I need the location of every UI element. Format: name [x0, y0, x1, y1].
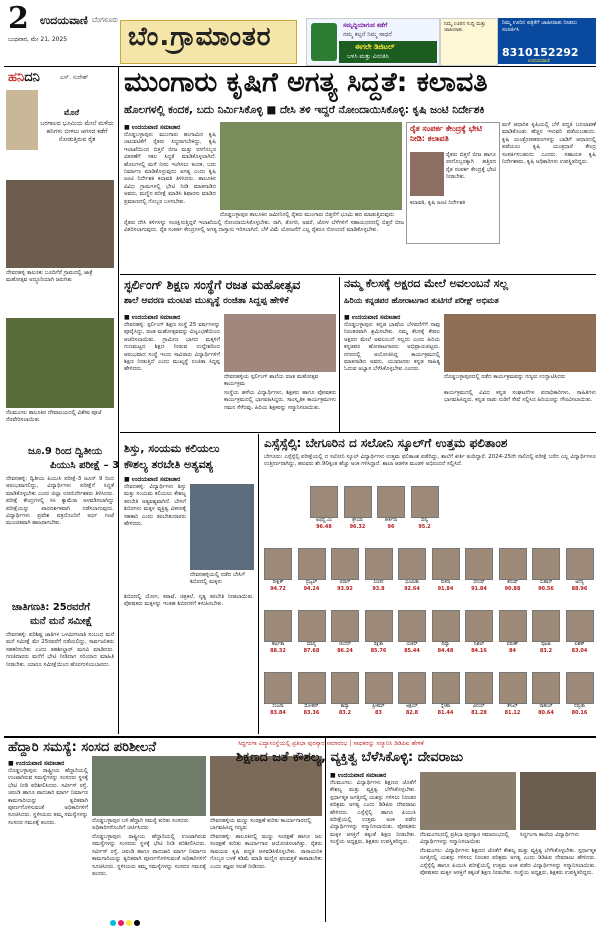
student-name: ಸಿಂಚನ	[373, 580, 384, 585]
temple-photo-caption: ನೆಲಮಂಗಲ ತಾಲೂಕಿನ ದೇವಾಲಯದಲ್ಲಿ ವಿಶೇಷ ಪೂಜೆ ನೆರವೇರಿಸಲಾಯಿತು	[6, 410, 102, 423]
student-percentage: 96.32	[349, 524, 366, 530]
student-card	[463, 610, 495, 654]
sslc-headline: ಎಸ್ಸೆಸ್ಸೆಲ್ಸಿ: ಬೇಗೂರಿನ ದ ಸಲೋನಿ ಸ್ಕೂಲ್‌ಗೆ ಉತ್ತಮ ಫಲಿತಾಂಶ	[264, 436, 508, 450]
student-percentage: 83.04	[571, 648, 588, 654]
student-percentage: 86.24	[337, 648, 353, 654]
student-name: ವರುಣ್	[506, 642, 519, 647]
ad-text: ನಿಮ್ಮ ಊರಿನ ಪತ್ರಿಕೆಗೆ ಜಾಹೀರಾತು ನೀಡಲು ಸಂಪರ್ಕಿಸಿ	[502, 20, 577, 33]
student-photo	[566, 548, 594, 580]
student-name: ದಿವ್ಯಾ	[441, 642, 450, 647]
student-photo	[465, 672, 493, 704]
ad-line: ಬಳಸಿ ಮತ್ತು ವಿನಂತಿಸಿ	[347, 53, 389, 60]
student-name: ಚಂದನ್	[339, 642, 351, 647]
camp-photo	[190, 484, 254, 570]
student-card	[396, 672, 428, 716]
main-byline: ■ ಉದಯವಾಣಿ ಸಮಾಚಾರ	[124, 124, 181, 131]
student-photo	[365, 548, 393, 580]
student-percentage: 91.84	[437, 586, 454, 592]
student-name: ದೀಕ್ಷಿತ್	[272, 580, 284, 585]
student-percentage: 95.2	[418, 524, 431, 530]
student-percentage: 94.72	[270, 586, 286, 592]
student-photo	[499, 548, 527, 580]
student-card	[396, 610, 428, 654]
student-name: ವಿನಯ್	[473, 704, 485, 709]
student-card	[262, 548, 294, 592]
student-percentage: 84.16	[471, 648, 487, 654]
discipline-story-body: ದೇವನಹಳ್ಳಿ: ವಿದ್ಯಾರ್ಥಿಗಳು ಶಿಸ್ತು ಮತ್ತು ಸಂಯಮ ಕಲಿಯಲು ಕೌಶಲ್ಯ ತರಬೇತಿ ಅತ್ಯವಶ್ಯವಾಗಿದೆ. ಬೇಸಿಗೆ ಶಿಬಿರಗಳು ಮಕ್ಕಳ ವ್ಯಕ್ತಿತ್ವ ವಿಕಸನಕ್ಕೆ ಸಹಕಾರಿ ಎಂದು ತರಬೇತುದಾರರು ಹೇಳಿದರು.	[124, 484, 186, 528]
student-photo	[365, 672, 393, 704]
student-card	[497, 548, 529, 592]
page-number: 2	[8, 1, 29, 36]
student-name: ಸಂಜನಾ	[272, 704, 284, 709]
student-photo	[298, 672, 326, 704]
student-percentage: 81.44	[437, 710, 454, 716]
student-photo	[532, 610, 560, 642]
student-percentage: 93.92	[337, 586, 353, 592]
student-photo	[298, 610, 326, 642]
festival-photo	[6, 180, 114, 268]
registration-mark	[126, 920, 132, 926]
student-card	[308, 486, 340, 530]
student-card	[396, 548, 428, 592]
student-card	[564, 610, 596, 654]
student-card	[363, 672, 395, 716]
student-card	[296, 548, 328, 592]
column-author: ಎಸ್. ಸುರೇಶ್	[60, 74, 89, 81]
student-photo	[398, 548, 426, 580]
farmer-illustration	[6, 90, 38, 150]
stage-event-caption: ದೊಡ್ಡಬಳ್ಳಾಪುರದಲ್ಲಿ ನಡೆದ ಕಾರ್ಯಕ್ರಮವನ್ನು ಗಣ್ಯರು ಉದ್ಘಾಟಿಸಿದರು	[444, 374, 566, 380]
student-name: ಧನುಷ್	[473, 580, 485, 585]
student-card	[430, 610, 462, 654]
kannada-story-body: ದೊಡ್ಡಬಳ್ಳಾಪುರ: ಕನ್ನಡ ಭಾಷೆಯ ಬೆಳವಣಿಗೆಗೆ ನಾವು ನಿರಂತರವಾಗಿ ಶ್ರಮಿಸಬೇಕು. ನಮ್ಮ ಕೆಲಸಕ್ಕೆ ಕೇವಲ ಅಕ್ಷರದ ಮೇಲೆ ಅವಲಂಬನೆ ಸಲ್ಲದು ಎಂದು ಹಿರಿಯ ಕನ್ನಡಪರ ಹೋರಾಟಗಾರರು ಅಭಿಪ್ರಾಯಪಟ್ಟರು. ನಗರದಲ್ಲಿ ಆಯೋಜಿಸಿದ್ದ ಕಾರ್ಯಕ್ರಮದಲ್ಲಿ ಮಾತನಾಡಿದ ಅವರು, ಯುವಜನರು ಕನ್ನಡ ಸಾಹಿತ್ಯ ಓದುವ ಅಭ್ಯಾಸ ಬೆಳೆಸಿಕೊಳ್ಳಬೇಕು ಎಂದರು.	[344, 322, 440, 373]
student-name: ಅನನ್ಯ	[575, 580, 584, 585]
student-name: ಕೀರ್ತನಾ	[384, 518, 398, 523]
student-photo	[331, 610, 359, 642]
student-name: ರಕ್ಷಿತಾ	[373, 642, 384, 647]
puc-headline: ಜೂ.9 ರಿಂದ ದ್ವಿತೀಯ	[28, 446, 103, 457]
student-name: ಅಭಿಷ್ಣ.ಎಂ	[316, 518, 332, 523]
student-photo	[344, 486, 372, 518]
issue-date: ಬುಧವಾರ, ಮೇ 21, 2025	[8, 36, 68, 43]
student-percentage: 91.84	[471, 586, 487, 592]
student-photo	[310, 486, 338, 518]
silver-jubilee-headline: ಸ್ಫರ್ಲಿಂಗ್ ಶಿಕ್ಷಣ ಸಂಸ್ಥೆಗೆ ರಜತ ಮಹೋತ್ಸವ	[124, 277, 301, 292]
student-card	[463, 548, 495, 592]
workshop-photo-caption: ದೇವನಹಳ್ಳಿಯ ಮಣ್ಣು ಸಂರಕ್ಷಣೆ ಕುರಿತು ಕಾರ್ಯಾಗಾರದಲ್ಲಿ ಭಾಗವಹಿಸಿದ್ದ ಗಣ್ಯರು	[210, 818, 312, 831]
advertisement-contact	[498, 18, 596, 64]
student-photo	[365, 610, 393, 642]
student-percentage: 90.56	[538, 586, 554, 592]
sslc-story-body: ಬೇಗೂರು: ಎಸ್ಸೆಸ್ಸೆಲ್ಸಿ ಪರೀಕ್ಷೆಯಲ್ಲಿ ದ ಸಲೋನಿ ಸ್ಕೂಲ್ ವಿದ್ಯಾರ್ಥಿಗಳು ಉತ್ತಮ ಫಲಿತಾಂಶ ಪಡೆದಿದ್ದು, ಶಾಲೆಗೆ ಕೀರ್ತಿ ತಂದಿದ್ದಾರೆ. 2024-25ನೇ ಸಾಲಿನಲ್ಲಿ ಪರೀಕ್ಷೆ ಬರೆದ ಎಲ್ಲ ವಿದ್ಯಾರ್ಥಿಗಳೂ ಉತ್ತೀರ್ಣರಾಗಿದ್ದು, ಹಲವರು ಶೇ.90ಕ್ಕಿಂತ ಹೆಚ್ಚು ಅಂಕ ಗಳಿಸಿದ್ದಾರೆ. ಶಾಲಾ ಆಡಳಿತ ಮಂಡಳಿ ಅಭಿನಂದನೆ ಸಲ್ಲಿಸಿದೆ.	[264, 454, 596, 468]
discipline-headline-2: ಕೌಶಲ್ಯ ತರಬೇತಿ ಅತ್ಯವಶ್ಯ	[124, 458, 214, 471]
advertisement-small	[440, 18, 498, 66]
student-percentage: 84	[509, 648, 516, 654]
workshop-story-body: ದೇವನಹಳ್ಳಿ: ತಾಲೂಕಿನಲ್ಲಿ ಮಣ್ಣು ಸಂರಕ್ಷಣೆ ಹಾಗೂ ಜಲ ಸಂರಕ್ಷಣೆ ಕುರಿತು ಕಾರ್ಯಾಗಾರ ಆಯೋಜಿಸಲಾಗಿತ್ತು. ರೈತರು ಸಾವಯವ ಕೃಷಿ ಪದ್ಧತಿ ಅಳವಡಿಸಿಕೊಳ್ಳಬೇಕು. ರಾಸಾಯನಿಕ ಗೊಬ್ಬರ ಬಳಕೆ ಕಡಿಮೆ ಮಾಡಿ ಮಣ್ಣಿನ ಫಲವತ್ತತೆ ಕಾಪಾಡಬೇಕು ಎಂದು ತಜ್ಞರು ಸಲಹೆ ನೀಡಿದರು.	[210, 834, 322, 870]
student-photo	[532, 548, 560, 580]
award-topline: ಸಿದ್ಧಗಂಗಾ ವಿದ್ಯಾಸಂಸ್ಥೆಯಲ್ಲಿ ಪ್ರತಿಭಾ ಪುರಸ್ಕಾರ ಸಮಾರಂಭ | ಸಾಧಕರನ್ನು ಸನ್ಮಾನಿಸಿ ಡಿಡಿಪಿಐ ಹೇಳಿಕೆ	[238, 740, 424, 747]
student-name: ಲಿಖಿತ್	[574, 642, 585, 647]
student-name: ತನುಷ್	[507, 580, 518, 585]
student-card	[363, 610, 395, 654]
main-subheadline: ಹೊಲಗಳಲ್ಲಿ ಕಂದಕ, ಬದು ನಿರ್ಮಿಸಿಕೊಳ್ಳಿ ■ ದೇಸಿ ತಳಿ ಇದ್ದರೆ ನೋಂದಾಯಿಸಿಕೊಳ್ಳಿ: ಕೃಷಿ ಜಂಟಿ ನಿರ್ದೇಶಕಿ	[124, 104, 485, 116]
student-photo	[398, 610, 426, 642]
student-card	[530, 548, 562, 592]
student-name: ಅಕ್ಷಯ್	[406, 704, 418, 709]
student-name: ರಚನಾ	[440, 580, 451, 585]
section-rule	[120, 432, 596, 433]
student-card	[430, 548, 462, 592]
caste-census-headline: ಜಾತಿಗಣತಿ: 25ರವರೆಗೆ	[12, 602, 90, 613]
farm-field-photo	[220, 122, 402, 210]
silver-story-body: ದೇವನಹಳ್ಳಿ: ಸ್ಫರ್ಲಿಂಗ್ ಶಿಕ್ಷಣ ಸಂಸ್ಥೆ 25 ವರ್ಷಗಳನ್ನು ಪೂರೈಸಿದ್ದು, ರಜತ ಮಹೋತ್ಸವವನ್ನು ವಿಜೃಂಭಣೆಯಿಂದ ಆಚರಿಸಲಾಯಿತು. ಗ್ರಾಮೀಣ ಭಾಗದ ಮಕ್ಕಳಿಗೆ ಗುಣಮಟ್ಟದ ಶಿಕ್ಷಣ ನೀಡುವ ಉದ್ದೇಶದಿಂದ ಆರಂಭವಾದ ಸಂಸ್ಥೆ ಇಂದು ಸಾವಿರಾರು ವಿದ್ಯಾರ್ಥಿಗಳಿಗೆ ಶಿಕ್ಷಣ ನೀಡುತ್ತಿದೆ ಎಂದು ಮುಖ್ಯಸ್ಥೆ ರಂಜಿತಾ ಸಿದ್ದಪ್ಪ ಹೇಳಿದರು.	[124, 322, 220, 373]
award-photo-caption: ನೆಲಮಂಗಲದಲ್ಲಿ ಪ್ರತಿಭಾ ಪುರಸ್ಕಾರ ಸಮಾರಂಭದಲ್ಲಿ ವಿದ್ಯಾರ್ಥಿಗಳನ್ನು ಸನ್ಮಾನಿಸಲಾಯಿತು	[420, 832, 509, 845]
registration-mark	[134, 920, 140, 926]
student-card	[409, 486, 441, 530]
student-percentage: 85.76	[370, 648, 387, 654]
student-card	[296, 672, 328, 716]
paper-name: ಉದಯವಾಣಿ	[40, 14, 88, 27]
student-name: ಕಾವ್ಯಾ	[340, 704, 350, 709]
camp-photo-caption: ದೇವನಹಳ್ಳಿಯಲ್ಲಿ ನಡೆದ ಬೇಸಿಗೆ ಶಿಬಿರದಲ್ಲಿ ಮಕ್ಕಳು	[190, 572, 245, 585]
ad-line: ನಮ್ಮ ಕಲ್ಪನೆ ನಿಮ್ಮ ಸಾಧನೆ	[343, 31, 392, 38]
student-photo	[432, 672, 460, 704]
highway-story-body: ದೊಡ್ಡಬಳ್ಳಾಪುರ: ರಾಷ್ಟ್ರೀಯ ಹೆದ್ದಾರಿಯಲ್ಲಿ ಉಂಟಾಗಿರುವ ಸಮಸ್ಯೆಗಳನ್ನು ಸಂಸದರು ಸ್ಥಳಕ್ಕೆ ಭೇಟಿ ನೀಡಿ ಪರಿಶೀಲಿಸಿದರು. ಸರ್ವೀಸ್ ರಸ್ತೆ, ಚರಂಡಿ ಹಾಗೂ ಪಾದಚಾರಿ ಮಾರ್ಗ ನಿರ್ಮಾಣ ಕಾಮಗಾರಿಯನ್ನು ತ್ವರಿತವಾಗಿ ಪೂರ್ಣಗೊಳಿಸುವಂತೆ ಅಧಿಕಾರಿಗಳಿಗೆ ಸೂಚಿಸಿದರು. ಸ್ಥಳೀಯರು ತಮ್ಮ ಸಮಸ್ಯೆಗಳನ್ನು ಸಂಸದರ ಗಮನಕ್ಕೆ ತಂದರು.	[8, 768, 88, 826]
student-photo	[465, 610, 493, 642]
student-photo	[499, 610, 527, 642]
award-ceremony-photo	[420, 772, 516, 830]
student-card	[262, 672, 294, 716]
student-percentage: 83.84	[270, 710, 286, 716]
main-headline: ಮುಂಗಾರು ಕೃಷಿಗೆ ಅಗತ್ಯ ಸಿದ್ದತೆ: ಕಲಾವತಿ	[124, 67, 488, 98]
award-byline: ■ ಉದಯವಾಣಿ ಸಮಾಚಾರ	[330, 772, 387, 779]
temple-photo	[6, 318, 114, 408]
main-story-col2: ರೈತರು ದೇಸಿ ತಳಿಗಳನ್ನು ಸಂರಕ್ಷಿಸುತ್ತಿದ್ದರೆ ಇಲಾಖೆಯಲ್ಲಿ ನೋಂದಾಯಿಸಿಕೊಳ್ಳಬೇಕು. ರಾಗಿ, ತೊಗರಿ, ಅವರೆ, ಜೋಳ ಬೆಳೆಗಳಿಗೆ ಸಹಾಯಧನದಲ್ಲಿ ಬಿತ್ತನೆ ಬೀಜ ವಿತರಿಸಲಾಗುವುದು. ರೈತ ಸಂಪರ್ಕ ಕೇಂದ್ರಗಳಲ್ಲಿ ಅಗತ್ಯ ದಾಸ್ತಾನು ಇರಿಸಲಾಗಿದೆ. ಬೆಳೆ ವಿಮೆ ಯೋಜನೆಗೆ ಎಲ್ಲ ರೈತರೂ ನೋಂದಣಿ ಮಾಡಿಕೊಳ್ಳಬೇಕು.	[124, 220, 404, 234]
student-card	[296, 610, 328, 654]
ad-line: ಈಗಲೇ ಡಿಜಿಟಲ್	[355, 43, 395, 51]
student-photo	[298, 548, 326, 580]
student-name: ನಿಖಿಲ್	[473, 642, 485, 647]
ad-text: ನಿಮ್ಮ ಊರಿನ ಸುದ್ದಿ ಮತ್ತು ಜಾಹೀರಾತು	[444, 21, 486, 33]
logo-part: ಹನಿ	[8, 70, 25, 85]
column-rule	[118, 66, 119, 734]
student-name: ತೇಜಸ್	[507, 704, 518, 709]
student-card	[329, 672, 361, 716]
discipline-headline: ಶಿಸ್ತು, ಸಂಯಮ ಕಲಿಯಲು	[124, 442, 220, 455]
student-card	[463, 672, 495, 716]
student-percentage: 84.48	[437, 648, 454, 654]
caste-census-body: ದೇವನಹಳ್ಳಿ: ಪರಿಶಿಷ್ಟ ಜಾತಿಗಳ ಒಳಮೀಸಲಾತಿ ಸಂಬಂಧ ಮನೆ ಮನೆ ಸಮೀಕ್ಷೆ ಮೇ 25ರವರೆಗೆ ನಡೆಯಲಿದ್ದು, ಸಾರ್ವಜನಿಕರು ಸಹಕರಿಸಬೇಕು ಎಂದು ತಹಶೀಲ್ದಾರ್ ಮನವಿ ಮಾಡಿದರು. ಗಣತಿದಾರರು ಮನೆಗೆ ಭೇಟಿ ನೀಡಿದಾಗ ಸರಿಯಾದ ಮಾಹಿತಿ ನೀಡಬೇಕು. ಯಾರೂ ಸಮೀಕ್ಷೆಯಿಂದ ಹೊರಗುಳಿಯಬಾರದು.	[6, 632, 114, 668]
student-percentage: 92.64	[404, 586, 420, 592]
student-photo	[411, 486, 439, 518]
student-percentage: 88.32	[270, 648, 286, 654]
discipline-byline: ■ ಉದಯವಾಣಿ ಸಮಾಚಾರ	[124, 476, 181, 483]
student-photo	[331, 548, 359, 580]
caste-census-headline-2: ಮನೆ ಮನೆ ಸಮೀಕ್ಷೆ	[30, 616, 93, 627]
poem-body: ಬರಗಾಲದ ಭೂಮಿಯ ಮೇಲೆ ಮಳೆಯ ಹನಿಗಳು ಬೀಳಲು ಆಗಸದ ಕಡೆಗೆ ನೋಡುತ್ತಿರುವ ರೈತ	[40, 120, 114, 143]
highway-story-body-2: ದೊಡ್ಡಬಳ್ಳಾಪುರ: ರಾಷ್ಟ್ರೀಯ ಹೆದ್ದಾರಿಯಲ್ಲಿ ಉಂಟಾಗಿರುವ ಸಮಸ್ಯೆಗಳನ್ನು ಸಂಸದರು ಸ್ಥಳಕ್ಕೆ ಭೇಟಿ ನೀಡಿ ಪರಿಶೀಲಿಸಿದರು. ಸರ್ವೀಸ್ ರಸ್ತೆ, ಚರಂಡಿ ಹಾಗೂ ಪಾದಚಾರಿ ಮಾರ್ಗ ನಿರ್ಮಾಣ ಕಾಮಗಾರಿಯನ್ನು ತ್ವರಿತವಾಗಿ ಪೂರ್ಣಗೊಳಿಸುವಂತೆ ಅಧಿಕಾರಿಗಳಿಗೆ ಸೂಚಿಸಿದರು. ಸ್ಥಳೀಯರು ತಮ್ಮ ಸಮಸ್ಯೆಗಳನ್ನು ಸಂಸದರ ಗಮನಕ್ಕೆ ತಂದರು.	[92, 834, 206, 878]
student-card	[530, 610, 562, 654]
student-photo	[398, 672, 426, 704]
students-photo-caption: ಸಿದ್ಧಗಂಗಾ ಶಾಲೆಯ ವಿದ್ಯಾರ್ಥಿಗಳು	[520, 832, 580, 838]
student-photo	[465, 548, 493, 580]
main-story-col1: ದೊಡ್ಡಬಳ್ಳಾಪುರ: ಮುಂಗಾರು ಹಂಗಾಮಿನ ಕೃಷಿ ಚಟುವಟಿಕೆಗೆ ರೈತರು ಸಿದ್ಧರಾಗಬೇಕಿದ್ದು, ಕೃಷಿ ಇಲಾಖೆಯಿಂದ ಬಿತ್ತನೆ ಬೀಜ ಮತ್ತು ರಸಗೊಬ್ಬರ ವಿತರಣೆಗೆ ಸಕಲ ಸಿದ್ಧತೆ ಮಾಡಿಕೊಳ್ಳಲಾಗಿದೆ. ಹೊಲಗಳಲ್ಲಿ ಮಳೆ ನೀರು ಇಂಗಿಸಲು ಕಂದಕ, ಬದು ನಿರ್ಮಾಣ ಮಾಡಿಕೊಳ್ಳುವುದು ಅಗತ್ಯ ಎಂದು ಕೃಷಿ ಜಂಟಿ ನಿರ್ದೇಶಕಿ ಕಲಾವತಿ ತಿಳಿಸಿದರು. ತಾಲೂಕಿನ ವಿವಿಧ ಗ್ರಾಮಗಳಲ್ಲಿ ಭೇಟಿ ನೀಡಿ ಮಾತನಾಡಿದ ಅವರು, ಮಣ್ಣಿನ ಪರೀಕ್ಷೆ ಮಾಡಿಸಿ ಶಿಫಾರಸು ಮಾಡಿದ ಪ್ರಮಾಣದಲ್ಲಿ ಗೊಬ್ಬರ ಬಳಸಬೇಕು.	[124, 132, 216, 205]
student-name: ಭೂಮಿಕಾ	[405, 580, 419, 585]
school-event-caption: ದೇವನಹಳ್ಳಿಯ ಸ್ಫರ್ಲಿಂಗ್ ಶಾಲೆಯ ರಜತ ಮಹೋತ್ಸವ ಕಾರ್ಯಕ್ರಮ	[224, 374, 319, 387]
student-photo	[566, 610, 594, 642]
honi-dani-logo	[8, 70, 40, 85]
phone-illustration	[311, 23, 337, 61]
festival-photo-caption: ದೇವನಹಳ್ಳಿ ತಾಲೂಕು ಬೂದಿಗೆರೆ ಗ್ರಾಮದಲ್ಲಿ ಜಾತ್ರೆ ಮಹೋತ್ಸವ ಅದ್ಧೂರಿಯಾಗಿ ಜರುಗಿತು	[6, 270, 93, 283]
student-photo	[566, 672, 594, 704]
student-photo	[377, 486, 405, 518]
kalavathi-box-body: ರೈತರು ಬಿತ್ತನೆ ಬೀಜ ಹಾಗೂ ರಸಗೊಬ್ಬರಕ್ಕಾಗಿ ಹತ್ತಿರದ ರೈತ ಸಂಪರ್ಕ ಕೇಂದ್ರಕ್ಕೆ ಭೇಟಿ ನೀಡಬೇಕು.	[446, 152, 496, 181]
registration-mark	[118, 920, 124, 926]
ad-phone: 8310152292	[502, 46, 579, 59]
award-story-body-2: ನೆಲಮಂಗಲ: ವಿದ್ಯಾರ್ಥಿಗಳು ಶಿಕ್ಷಣದ ಜೊತೆಗೆ ಕೌಶಲ್ಯ ಮತ್ತು ವ್ಯಕ್ತಿತ್ವ ಬೆಳೆಸಿಕೊಳ್ಳಬೇಕು. ಸ್ಪರ್ಧಾತ್ಮಕ ಜಗತ್ತಿನಲ್ಲಿ ಯಶಸ್ಸು ಗಳಿಸಲು ನಿರಂತರ ಪರಿಶ್ರಮ ಅಗತ್ಯ ಎಂದು ಡಿಡಿಪಿಐ ದೇವರಾಜು ಹೇಳಿದರು. ಎಸ್ಸೆಸ್ಸೆಲ್ಸಿ ಹಾಗೂ ಪಿಯುಸಿ ಪರೀಕ್ಷೆಯಲ್ಲಿ ಉತ್ತಮ ಅಂಕ ಪಡೆದ ವಿದ್ಯಾರ್ಥಿಗಳನ್ನು ಸನ್ಮಾನಿಸಲಾಯಿತು. ಪೋಷಕರು ಮಕ್ಕಳ ಆಸಕ್ತಿಗೆ ತಕ್ಕಂತೆ ಶಿಕ್ಷಣ ನೀಡಬೇಕು. ಸಂಸ್ಥೆಯ ಅಧ್ಯಕ್ಷರು, ಶಿಕ್ಷಕರು ಉಪಸ್ಥಿತರಿದ್ದರು.	[420, 848, 596, 877]
student-percentage: 90.88	[504, 586, 521, 592]
student-card	[497, 672, 529, 716]
highway-byline: ■ ಉದಯವಾಣಿ ಸಮಾಚಾರ	[8, 760, 65, 767]
student-name: ಚಿರಾಗ್	[339, 580, 351, 585]
student-name: ಪ್ರಜ್ವಲ್	[305, 580, 318, 585]
logo-part: ದನಿ	[24, 70, 40, 85]
section-rule	[4, 736, 596, 738]
student-percentage: 81.12	[504, 710, 521, 716]
student-card	[375, 486, 407, 530]
students-group-photo	[520, 772, 596, 830]
student-name: ನಮ್ರತಾ	[574, 704, 585, 709]
kalavathi-portrait	[410, 152, 444, 196]
kalavathi-box-title: ರೈತ ಸಂಪರ್ಕ ಕೇಂದ್ರಕ್ಕೆ ಭೇಟಿ ನೀಡಿ: ಕಲಾವತಿ	[410, 124, 482, 143]
student-percentage: 83	[375, 710, 382, 716]
puc-headline-2: ಪಿಯುಸಿ ಪರೀಕ್ಷೆ – 3	[50, 460, 120, 471]
highway-photo-caption: ದೊಡ್ಡಬಳ್ಳಾಪುರ ಬಳಿ ಹೆದ್ದಾರಿ ಸಮಸ್ಯೆ ಕುರಿತು ಸಂಸದರು ಅಧಿಕಾರಿಗಳೊಂದಿಗೆ ಚರ್ಚಿಸಿದರು	[92, 818, 189, 831]
student-percentage: 87.68	[303, 648, 320, 654]
sslc-student-grid	[262, 486, 598, 734]
student-photo	[499, 672, 527, 704]
student-card	[329, 610, 361, 654]
column-rule	[258, 434, 259, 734]
discipline-story-body-2: ಶಿಬಿರದಲ್ಲಿ ಯೋಗ, ಕರಾಟೆ, ಚಿತ್ರಕಲೆ, ನೃತ್ಯ ತರಬೇತಿ ನೀಡಲಾಯಿತು. ಪೋಷಕರು ಮಕ್ಕಳನ್ನು ಇಂತಹ ಶಿಬಿರಗಳಿಗೆ ಕಳುಹಿಸಬೇಕು.	[124, 594, 254, 608]
student-card	[363, 548, 395, 592]
workshop-photo	[210, 756, 322, 816]
student-photo	[532, 672, 560, 704]
ad-line: ಸಮೃದ್ಧಿಯಾಗುವ ಕಡೆಗೆ	[343, 22, 388, 29]
student-card	[497, 610, 529, 654]
student-name: ಸ್ನೇಹಾ	[440, 704, 451, 709]
student-card	[530, 672, 562, 716]
student-percentage: 80.16	[571, 710, 588, 716]
student-photo	[264, 548, 292, 580]
student-name: ಹರ್ಷಿತಾ	[271, 642, 285, 647]
silver-jubilee-subheadline: ಶಾಲೆ ಆವರಣ ಮಂಟಪ ಮುಖ್ಯಸ್ಥೆ ರಂಜಿತಾ ಸಿದ್ದಪ್ಪ ಹೇಳಿಕೆ	[124, 296, 289, 306]
kannada-subheadline: ಹಿರಿಯ ಕನ್ನಡಪರ ಹೋರಾಟಗಾರ ತುಟಿಗರೆ ಪರೀಕ್ಷ್ ಅಭಿಮತ	[344, 296, 499, 305]
student-photo	[331, 672, 359, 704]
student-percentage: 93.8	[372, 586, 385, 592]
student-photo	[264, 610, 292, 642]
student-card	[564, 672, 596, 716]
student-name: ಪೂಜಾ	[541, 642, 551, 647]
column-rule	[325, 738, 326, 922]
student-card	[342, 486, 374, 530]
student-name: ಪ್ರೀತಮ್	[372, 704, 385, 709]
student-card	[329, 548, 361, 592]
student-name: ಸಾನ್ವಿ	[420, 518, 429, 523]
student-percentage: 83.2	[338, 710, 352, 716]
student-name: ಯಶಸ್	[406, 642, 418, 647]
main-story-col3: ಮಳೆ ಆಧಾರಿತ ಕೃಷಿಯಲ್ಲಿ ಬೆಳೆ ಪದ್ಧತಿ ಬದಲಾವಣೆ ಮಾಡಿಕೊಂಡು ಹೆಚ್ಚಿನ ಇಳುವರಿ ಪಡೆಯಬಹುದು. ಕೃಷಿ ಯಂತ್ರೋಪಕರಣಗಳನ್ನು ಬಾಡಿಗೆ ಆಧಾರದಲ್ಲಿ ಪಡೆಯಲು ಕೃಷಿ ಯಂತ್ರಧಾರೆ ಕೇಂದ್ರ ಸಂಪರ್ಕಿಸಬಹುದು ಎಂದರು. ಸಹಾಯಕ ಕೃಷಿ ನಿರ್ದೇಶಕರು, ಕೃಷಿ ಅಧಿಕಾರಿಗಳು ಉಪಸ್ಥಿತರಿದ್ದರು.	[502, 122, 596, 166]
farm-photo-caption: ದೊಡ್ಡಬಳ್ಳಾಪುರ ತಾಲೂಕಿನ ಜಮೀನಿನಲ್ಲಿ ರೈತರು ಮುಂಗಾರು ಬಿತ್ತನೆಗೆ ಭೂಮಿ ಹದ ಮಾಡುತ್ತಿರುವುದು	[220, 212, 395, 218]
silver-story-body-2: ಸಂಸ್ಥೆಯ ಹಳೆಯ ವಿದ್ಯಾರ್ಥಿಗಳು, ಶಿಕ್ಷಕರು ಹಾಗೂ ಪೋಷಕರು ಕಾರ್ಯಕ್ರಮದಲ್ಲಿ ಭಾಗವಹಿಸಿದ್ದರು. ಸಾಂಸ್ಕೃತಿಕ ಕಾರ್ಯಕ್ರಮಗಳು ಗಮನ ಸೆಳೆದವು. ಹಿರಿಯ ಶಿಕ್ಷಕರನ್ನು ಸನ್ಮಾನಿಸಲಾಯಿತು.	[224, 390, 336, 411]
section-banner-title: ಬೆಂ.ಗ್ರಾಮಾಂತರ	[128, 22, 272, 52]
student-photo	[432, 548, 460, 580]
kalavathi-caption: ಕಲಾವತಿ, ಕೃಷಿ ಜಂಟಿ ನಿರ್ದೇಶಕಿ	[410, 200, 466, 206]
kannada-byline: ■ ಉದಯವಾಣಿ ಸಮಾಚಾರ	[344, 314, 401, 321]
student-percentage: 82.8	[405, 710, 419, 716]
award-story-body: ನೆಲಮಂಗಲ: ವಿದ್ಯಾರ್ಥಿಗಳು ಶಿಕ್ಷಣದ ಜೊತೆಗೆ ಕೌಶಲ್ಯ ಮತ್ತು ವ್ಯಕ್ತಿತ್ವ ಬೆಳೆಸಿಕೊಳ್ಳಬೇಕು. ಸ್ಪರ್ಧಾತ್ಮಕ ಜಗತ್ತಿನಲ್ಲಿ ಯಶಸ್ಸು ಗಳಿಸಲು ನಿರಂತರ ಪರಿಶ್ರಮ ಅಗತ್ಯ ಎಂದು ಡಿಡಿಪಿಐ ದೇವರಾಜು ಹೇಳಿದರು. ಎಸ್ಸೆಸ್ಸೆಲ್ಸಿ ಹಾಗೂ ಪಿಯುಸಿ ಪರೀಕ್ಷೆಯಲ್ಲಿ ಉತ್ತಮ ಅಂಕ ಪಡೆದ ವಿದ್ಯಾರ್ಥಿಗಳನ್ನು ಸನ್ಮಾನಿಸಲಾಯಿತು. ಪೋಷಕರು ಮಕ್ಕಳ ಆಸಕ್ತಿಗೆ ತಕ್ಕಂತೆ ಶಿಕ್ಷಣ ನೀಡಬೇಕು. ಸಂಸ್ಥೆಯ ಅಧ್ಯಕ್ಷರು, ಶಿಕ್ಷಕರು ಉಪಸ್ಥಿತರಿದ್ದರು.	[330, 780, 416, 846]
student-name: ಮೋಹನ್	[304, 704, 319, 709]
student-photo	[432, 610, 460, 642]
student-percentage: 94.24	[303, 586, 320, 592]
student-photo	[264, 672, 292, 704]
student-card	[430, 672, 462, 716]
silver-byline: ■ ಉದಯವಾಣಿ ಸಮಾಚಾರ	[124, 314, 181, 321]
kannada-story-body-2: ಕಾರ್ಯಕ್ರಮದಲ್ಲಿ ವಿವಿಧ ಕನ್ನಡ ಸಂಘಟನೆಗಳ ಪದಾಧಿಕಾರಿಗಳು, ಸಾಹಿತಿಗಳು ಭಾಗವಹಿಸಿದ್ದರು. ಕನ್ನಡ ನಾಡು ನುಡಿಗೆ ಸೇವೆ ಸಲ್ಲಿಸಿದ ಹಿರಿಯರನ್ನು ಗೌರವಿಸಲಾಯಿತು.	[444, 390, 596, 404]
student-percentage: 96.48	[316, 524, 332, 530]
award-headline: ಶಿಕ್ಷಣದ ಜತೆ ಕೌಶಲ್ಯ, ವ್ಯಕ್ತಿತ್ವ ಬೆಳೆಸಿಕೊಳ್ಳಿ: ದೇವರಾಜು	[236, 750, 464, 765]
student-name: ರಾಹುಲ್	[539, 704, 553, 709]
student-name: ಮಾನ್ಯ	[307, 642, 316, 647]
column-rule	[339, 277, 340, 432]
student-percentage: 88.96	[571, 586, 588, 592]
student-card	[564, 548, 596, 592]
student-percentage: 96	[387, 524, 395, 530]
section-rule	[120, 274, 596, 275]
student-card	[262, 610, 294, 654]
highway-headline: ಹೆದ್ದಾರಿ ಸಮಸ್ಯೆ: ಸಂಸದ ಪರಿಶೀಲನೆ	[8, 740, 157, 755]
student-name: ಸುಹಾಸ್	[539, 580, 553, 585]
puc-story-body: ದೇವನಹಳ್ಳಿ: ದ್ವಿತೀಯ ಪಿಯುಸಿ ಪರೀಕ್ಷೆ-3 ಜೂನ್ 9 ರಿಂದ ಆರಂಭವಾಗಲಿದ್ದು, ವಿದ್ಯಾರ್ಥಿಗಳು ಪರೀಕ್ಷೆಗೆ ಸಿದ್ಧತೆ ಮಾಡಿಕೊಳ್ಳಬೇಕು ಎಂದು ಜಿಲ್ಲಾ ಉಪನಿರ್ದೇಶಕರು ತಿಳಿಸಿದರು. ಪರೀಕ್ಷೆ ಕೇಂದ್ರಗಳಲ್ಲಿ ಸಿಸಿ ಕ್ಯಾಮೆರಾ ಅಳವಡಿಸಲಾಗಿದ್ದು ಪರೀಕ್ಷೆಯನ್ನು ಪಾರದರ್ಶಕವಾಗಿ ನಡೆಸಲಾಗುವುದು. ವಿದ್ಯಾರ್ಥಿಗಳು ಪ್ರವೇಶ ಪತ್ರದೊಂದಿಗೆ ಅರ್ಧ ಗಂಟೆ ಮುಂಚಿತವಾಗಿ ಹಾಜರಾಗಬೇಕು.	[6, 476, 114, 527]
student-percentage: 81.28	[471, 710, 487, 716]
poem-title: ಮೊರೆ	[64, 108, 80, 117]
student-percentage: 85.44	[404, 648, 420, 654]
student-percentage: 83.2	[539, 648, 553, 654]
highway-inspection-photo	[92, 756, 206, 816]
student-percentage: 80.64	[538, 710, 554, 716]
kannada-headline: ನಮ್ಮ ಕೆಲಸಕ್ಕೆ ಅಕ್ಷರದ ಮೇಲೆ ಅವಲಂಬನೆ ಸಲ್ಲ	[344, 277, 509, 290]
school-event-photo	[224, 314, 336, 372]
ad-footer: ಉದಯವಾಣಿ	[528, 58, 550, 64]
student-name: ಶ್ರೇಯಾ	[352, 518, 363, 523]
advertisement-bank	[306, 18, 440, 66]
edition-name: ಬೆಂಗಳೂರು	[92, 16, 119, 24]
registration-mark	[110, 920, 116, 926]
stage-event-photo	[444, 314, 596, 372]
student-percentage: 83.36	[303, 710, 320, 716]
